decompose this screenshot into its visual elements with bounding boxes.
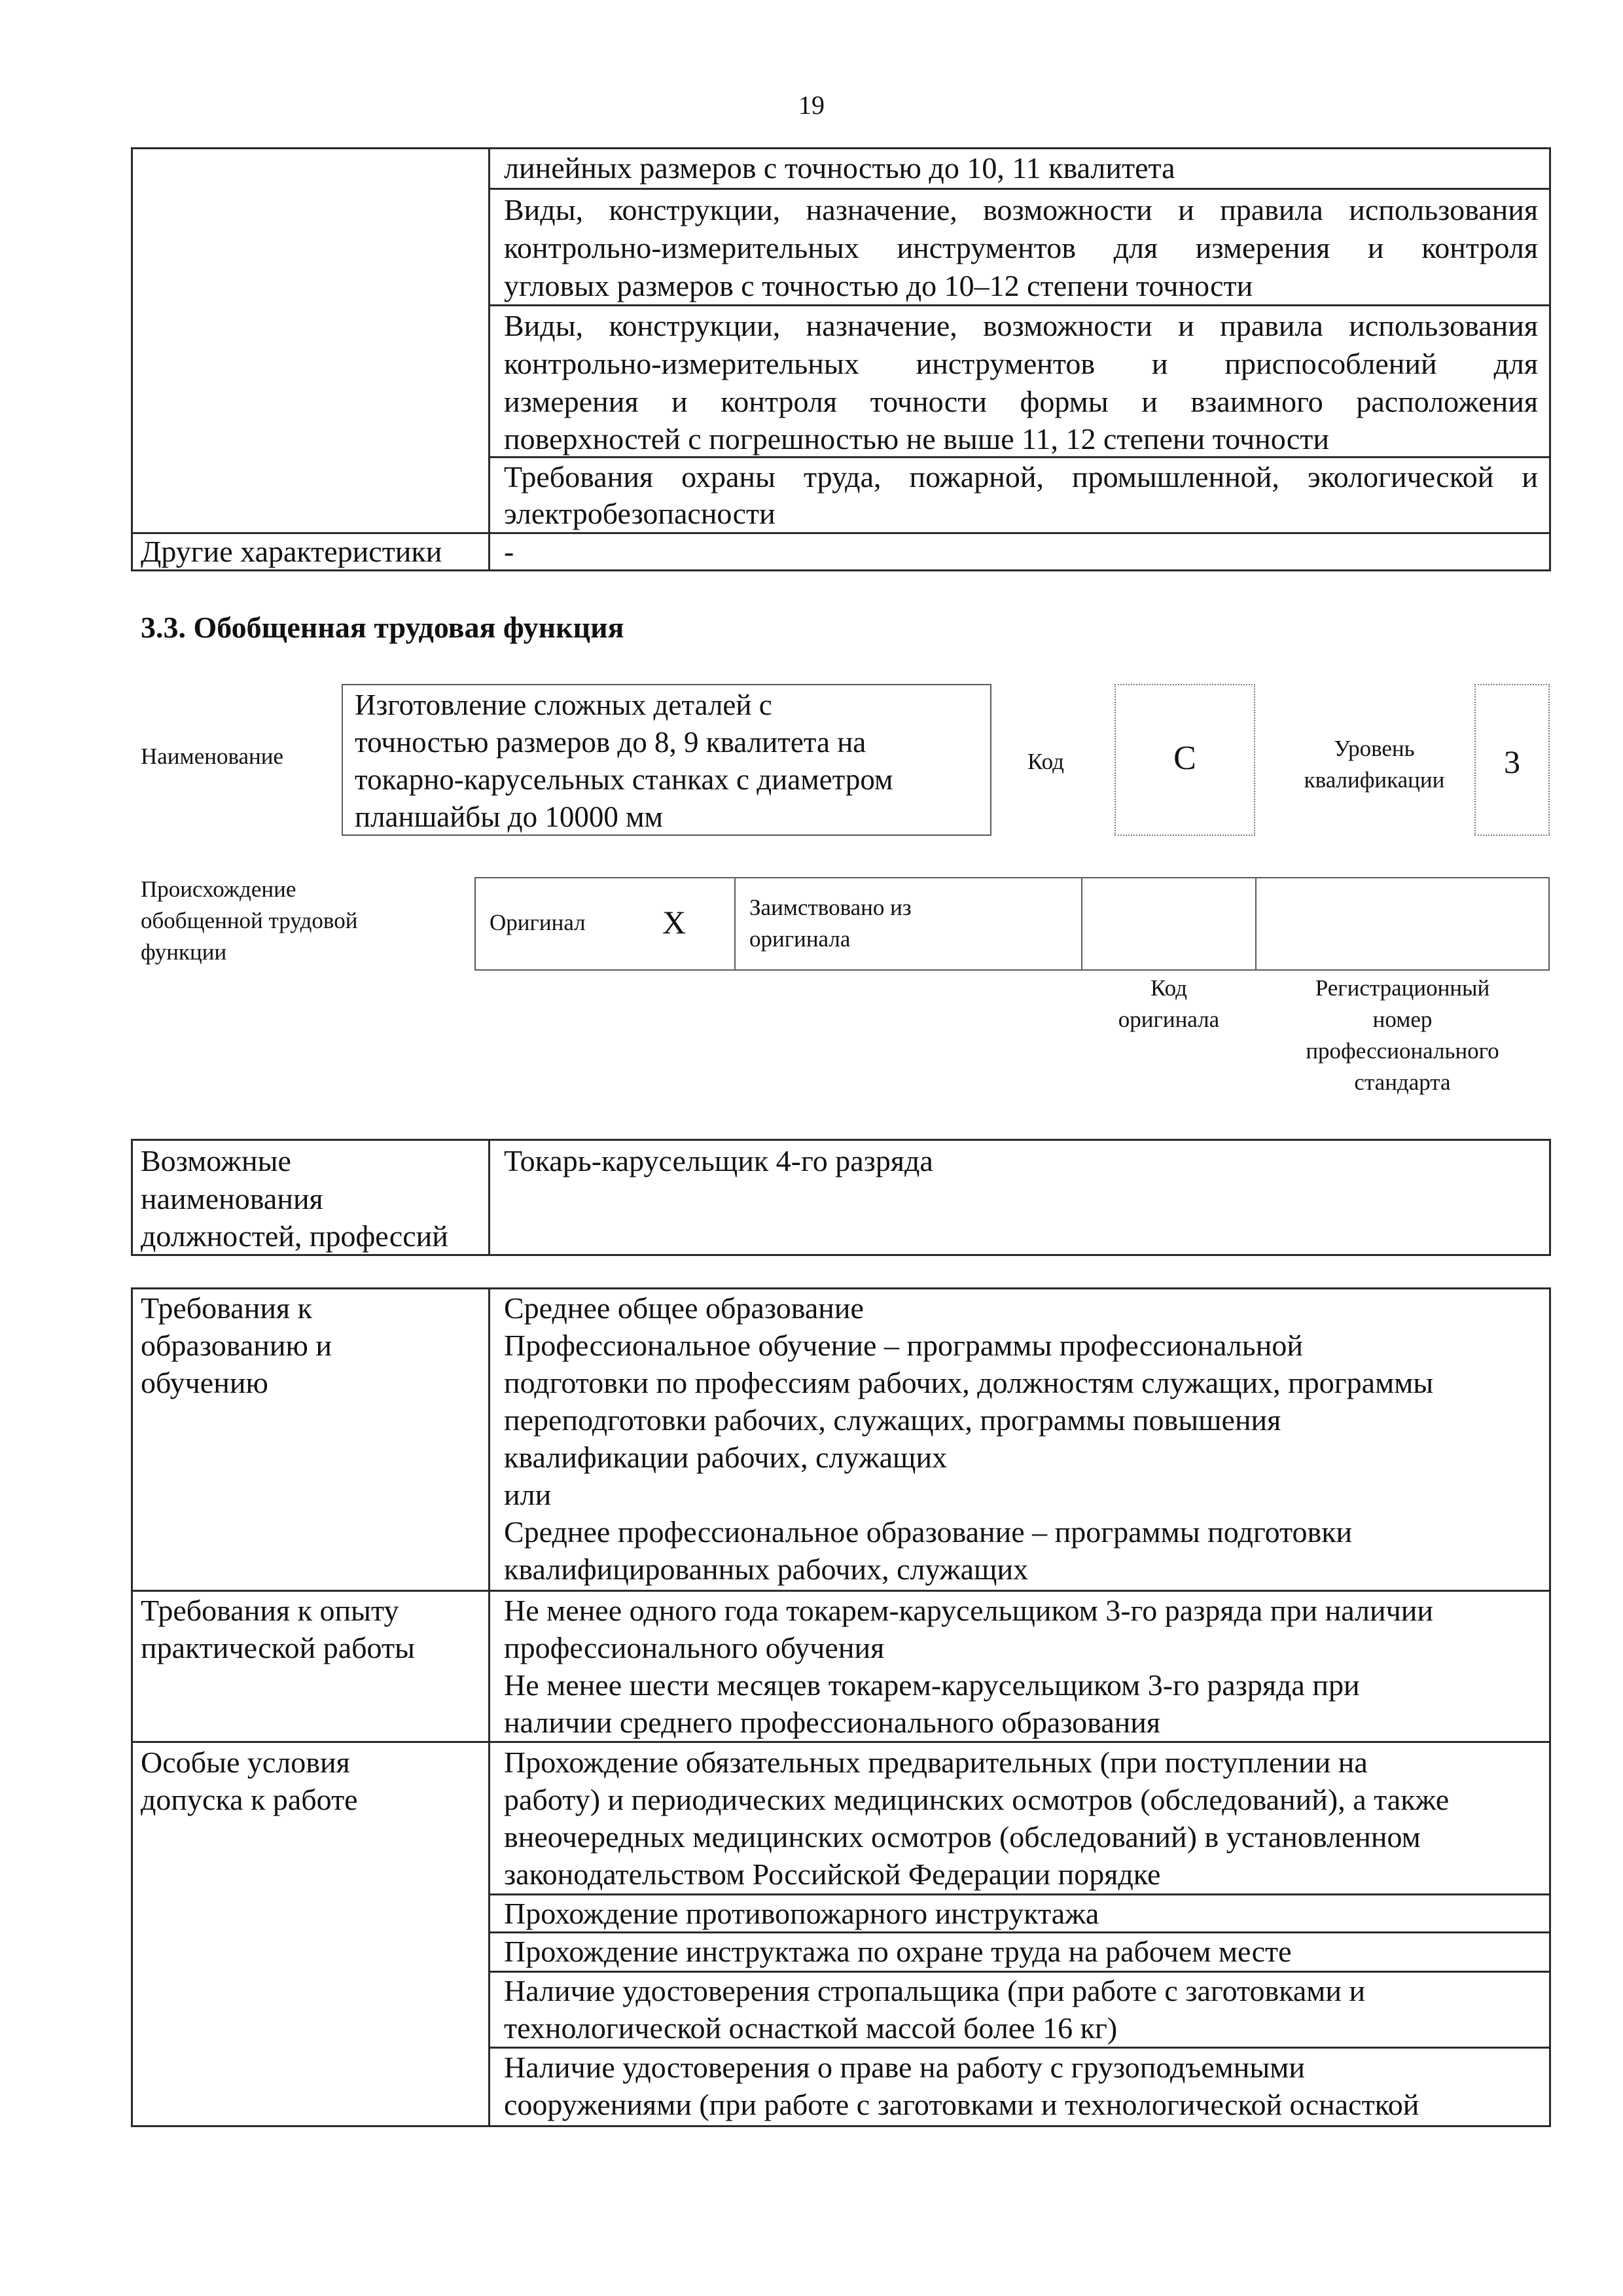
education-value-line-6: или	[504, 1478, 552, 1511]
section-title: 3.3. Обобщенная трудовая функция	[141, 611, 624, 644]
education-value-line-8: квалифицированных рабочих, служащих	[504, 1552, 1029, 1586]
experience-value-line-1: Не менее одного года токарем-карусельщиком 3-го разряда при наличии	[504, 1594, 1433, 1627]
name-value-line-1: Изготовление сложных деталей с	[355, 689, 772, 721]
education-label-line-3: обучению	[141, 1366, 268, 1399]
top-row-4-line-1: Требования охраны труда, пожарной, промышленной, экологической и	[504, 460, 1538, 493]
top-row-1-line-1: линейных размеров с точностью до 10, 11 квалитета	[504, 151, 1175, 185]
page-number: 19	[798, 90, 825, 120]
reg-caption-line-3: профессионального	[1306, 1038, 1499, 1064]
conditions-label-line-1: Особые условия	[141, 1746, 350, 1779]
conditions-sub-1-line-1: Прохождение обязательных предварительных (при поступлении на	[504, 1746, 1368, 1779]
borrowed-label-line-2: оригинала	[749, 926, 851, 952]
reg-caption-line-2: номер	[1372, 1007, 1433, 1032]
conditions-sub-5-line-2: сооружениями (при работе с заготовками и технологической оснасткой	[504, 2088, 1419, 2121]
education-value-line-5: квалификации рабочих, служащих	[504, 1441, 948, 1474]
positions-label-line-1: Возможные	[141, 1144, 291, 1177]
borrowed-label-line-1: Заимствовано из	[749, 895, 912, 920]
positions-label-line-2: наименования	[141, 1182, 323, 1215]
conditions-label-line-2: допуска к работе	[141, 1783, 358, 1816]
positions-label-line-3: должностей, профессий	[141, 1219, 448, 1253]
top-row-2-line-3: угловых размеров с точностью до 10–12 степени точности	[504, 269, 1253, 302]
top-row-3-line-1: Виды, конструкции, назначение, возможности и правила использования	[504, 309, 1538, 342]
education-value-line-7: Среднее профессиональное образование – программы подготовки	[504, 1515, 1353, 1549]
reg-caption-line-1: Регистрационный	[1315, 975, 1490, 1001]
education-value-line-1: Среднее общее образование	[504, 1291, 864, 1325]
level-value: 3	[1504, 744, 1520, 780]
name-label: Наименование	[141, 744, 284, 769]
code-caption-line-1: Код	[1150, 975, 1187, 1001]
level-label-line-2: квалификации	[1304, 767, 1445, 793]
original-mark: X	[662, 904, 687, 941]
origin-label-line-2: обобщенной трудовой	[141, 908, 358, 933]
code-value: C	[1173, 740, 1196, 777]
original-label: Оригинал	[490, 910, 586, 935]
top-row-3-line-4: поверхностей с погрешностью не выше 11, 12 степени точности	[504, 422, 1330, 456]
top-row-3-line-3: измерения и контроля точности формы и взаимного расположения	[504, 385, 1538, 418]
education-value-line-3: подготовки по профессиям рабочих, должностям служащих, программы	[504, 1366, 1434, 1399]
top-row-2-line-1: Виды, конструкции, назначение, возможности и правила использования	[504, 193, 1538, 226]
origin-label-line-3: функции	[141, 939, 227, 965]
other-characteristics-value: -	[504, 535, 514, 568]
conditions-sub-4-line-1: Наличие удостоверения стропальщика (при работе с заготовками и	[504, 1974, 1366, 2007]
education-value-line-4: переподготовки рабочих, служащих, программы повышения	[504, 1403, 1281, 1437]
positions-value: Токарь-карусельщик 4-го разряда	[504, 1144, 933, 1177]
reg-caption-line-4: стандарта	[1354, 1069, 1451, 1095]
conditions-sub-4-line-2: технологической оснасткой массой более 16 кг)	[504, 2011, 1118, 2045]
level-label-line-1: Уровень	[1334, 736, 1415, 761]
education-label-line-1: Требования к	[141, 1291, 312, 1325]
experience-label-line-2: практической работы	[141, 1631, 415, 1664]
experience-value-line-2: профессионального обучения	[504, 1631, 885, 1664]
experience-value-line-3: Не менее шести месяцев токарем-карусельщиком 3-го разряда при	[504, 1668, 1360, 1702]
top-row-3-line-2: контрольно-измерительных инструментов и приспособлений для	[504, 347, 1538, 380]
other-characteristics-label: Другие характеристики	[141, 535, 442, 568]
conditions-sub-1-line-4: законодательством Российской Федерации порядке	[504, 1857, 1161, 1891]
experience-label-line-1: Требования к опыту	[141, 1594, 399, 1627]
conditions-sub-5-line-1: Наличие удостоверения о праве на работу с грузоподъемными	[504, 2051, 1306, 2084]
name-value-line-3: токарно-карусельных станках с диаметром	[355, 763, 893, 796]
education-value-line-2: Профессиональное обучение – программы профессиональной	[504, 1329, 1303, 1362]
conditions-sub-3-line-1: Прохождение инструктажа по охране труда на рабочем месте	[504, 1935, 1292, 1968]
code-label: Код	[1027, 749, 1064, 774]
name-value-line-2: точностью размеров до 8, 9 квалитета на	[355, 726, 866, 759]
top-row-2-line-2: контрольно-измерительных инструментов для измерения и контроля	[504, 231, 1538, 264]
experience-value-line-4: наличии среднего профессионального образования	[504, 1706, 1161, 1739]
conditions-sub-1-line-2: работу) и периодических медицинских осмотров (обследований), а также	[504, 1783, 1450, 1816]
education-label-line-2: образованию и	[141, 1329, 332, 1362]
top-row-4-line-2: электробезопасности	[504, 497, 776, 530]
name-value-line-4: планшайбы до 10000 мм	[355, 800, 664, 833]
code-caption-line-2: оригинала	[1118, 1007, 1220, 1032]
conditions-sub-1-line-3: внеочередных медицинских осмотров (обследований) в установленном	[504, 1820, 1421, 1854]
origin-label-line-1: Происхождение	[141, 876, 296, 902]
conditions-sub-2-line-1: Прохождение противопожарного инструктажа	[504, 1897, 1099, 1930]
